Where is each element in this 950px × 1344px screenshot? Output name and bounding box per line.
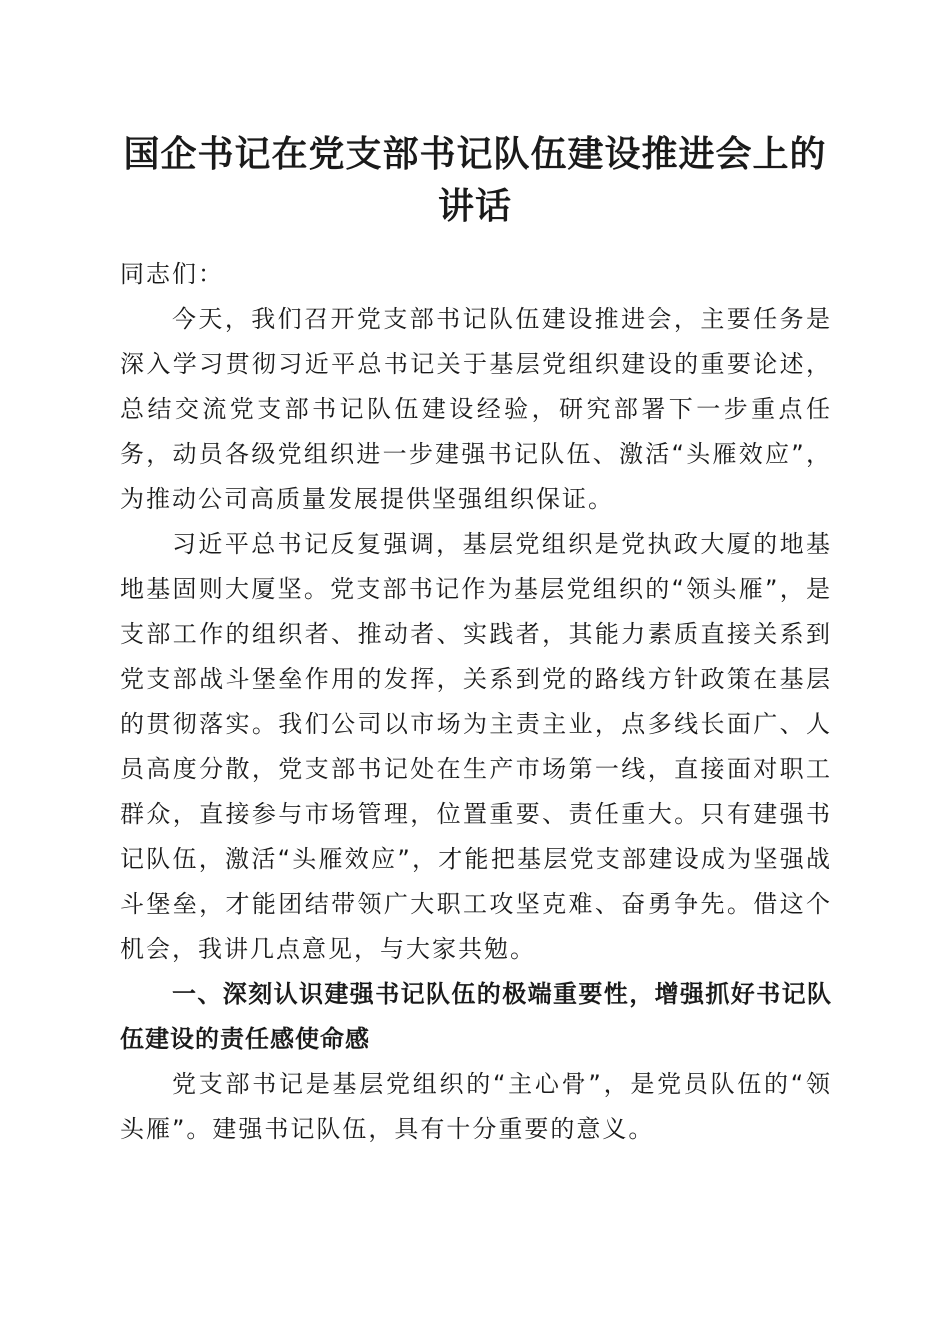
section-paragraph: 党支部书记是基层党组织的“主心骨”，是党员队伍的“领头雁”。建强书记队伍，具有十分重要的意义。 (120, 1070, 832, 1143)
salutation: 同志们： (120, 260, 224, 288)
paragraph-intro: 今天，我们召开党支部书记队伍建设推进会，主要任务是深入学习贯彻习近平总书记关于基层党组织建设的重要论述，总结交流党支部书记队伍建设经验，研究部署下一步重点任务，动员各级党组织进一步建强书记队伍、激活“头雁效应”，为推动公司高质量发展提供坚强组织保证。 (120, 305, 832, 513)
section-heading: 一、深刻认识建强书记队伍的极端重要性，增强抓好书记队伍建设的责任感使命感 (120, 980, 832, 1053)
document-title: 国企书记在党支部书记队伍建设推进会上的讲话 (123, 133, 827, 227)
document-body (120, 252, 832, 1152)
paragraph-background: 习近平总书记反复强调，基层党组织是党执政大厦的地基地基固则大厦坚。党支部书记作为基层党组织的“领头雁”，是支部工作的组织者、推动者、实践者，其能力素质直接关系到党支部战斗堡垒作用的发挥，关系到党的路线方针政策在基层的贯彻落实。我们公司以市场为主责主业，点多线长面广、人员高度分散，党支部书记处在生产市场第一线，直接面对职工群众，直接参与市场管理，位置重要、责任重大。只有建强书记队伍，激活“头雁效应”，才能把基层党支部建设成为坚强战斗堡垒，才能团结带领广大职工攻坚克难、奋勇争先。借这个机会，我讲几点意见，与大家共勉。 (120, 530, 832, 963)
